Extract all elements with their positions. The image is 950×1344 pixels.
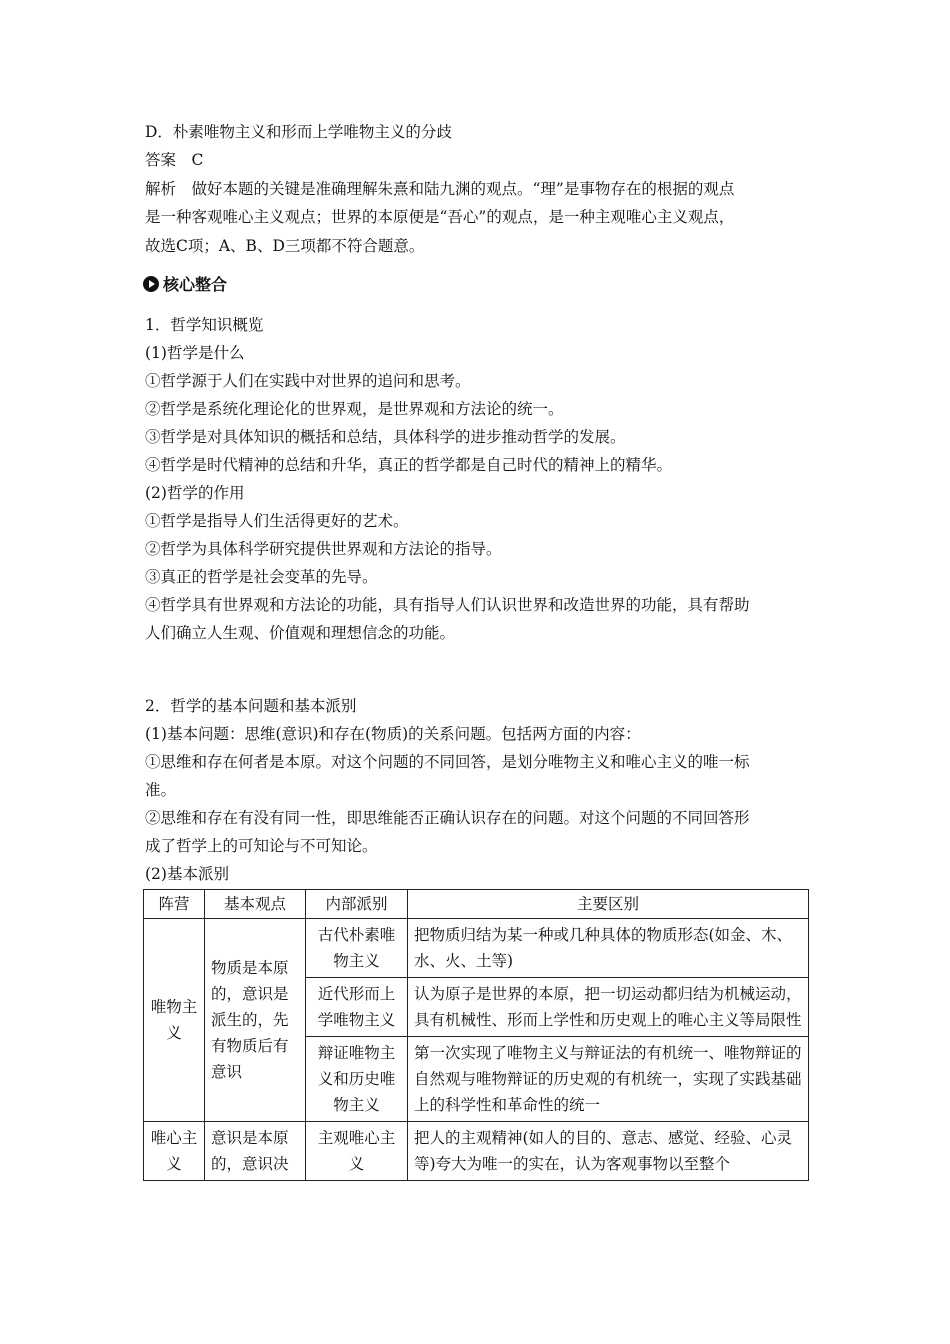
list-item: ①哲学源于人们在实践中对世界的追问和思考。: [145, 372, 471, 390]
school-cell: 主观唯心主义: [306, 1122, 408, 1181]
difference-cell: 把人的主观精神(如人的目的、意志、感觉、经验、心灵等)夸大为唯一的实在，认为客观事物以至整个: [408, 1122, 809, 1181]
list-item: ④哲学具有世界观和方法论的功能，具有指导人们认识世界和改造世界的功能，具有帮助: [145, 596, 750, 614]
option-d: D．朴素唯物主义和形而上学唯物主义的分歧: [145, 123, 452, 141]
analysis-line: 解析 做好本题的关键是准确理解朱熹和陆九渊的观点。“理”是事物存在的根据的观点: [145, 180, 735, 198]
table-header: 阵营: [144, 890, 205, 919]
analysis-line: 是一种客观唯心主义观点；世界的本原便是“吾心”的观点，是一种主观唯心主义观点，: [145, 208, 735, 226]
part1-title: 1．哲学知识概览: [145, 316, 264, 334]
table-header-row: [144, 890, 809, 919]
answer: 答案 C: [145, 151, 204, 169]
part1-sub1: (1)哲学是什么: [145, 344, 245, 362]
list-item: ②哲学为具体科学研究提供世界观和方法论的指导。: [145, 540, 502, 558]
table-row: [144, 919, 809, 978]
school-cell: 近代形而上学唯物主义: [306, 978, 408, 1037]
list-item: ③真正的哲学是社会变革的先导。: [145, 568, 378, 586]
camp-cell: 唯物主义: [144, 919, 205, 1122]
list-item: ③哲学是对具体知识的概括和总结，具体科学的进步推动哲学的发展。: [145, 428, 626, 446]
list-item: ①思维和存在何者是本原。对这个问题的不同回答，是划分唯物主义和唯心主义的唯一标: [145, 753, 750, 771]
school-cell: 辩证唯物主义和历史唯物主义: [306, 1037, 408, 1122]
list-item: ②思维和存在有没有同一性，即思维能否正确认识存在的问题。对这个问题的不同回答形: [145, 809, 750, 827]
section-heading: 核心整合: [143, 274, 227, 296]
philosophy-schools-table: [143, 889, 809, 1181]
table-row: [144, 1122, 809, 1181]
part1-sub2: (2)哲学的作用: [145, 484, 245, 502]
school-cell: 古代朴素唯物主义: [306, 919, 408, 978]
view-cell: 物质是本原的，意识是派生的，先有物质后有意识: [205, 919, 306, 1122]
difference-cell: 把物质归结为某一种或几种具体的物质形态(如金、木、水、火、土等): [408, 919, 809, 978]
camp-cell: 唯心主义: [144, 1122, 205, 1181]
list-item: 成了哲学上的可知论与不可知论。: [145, 837, 378, 855]
list-item: 人们确立人生观、价值观和理想信念的功能。: [145, 624, 456, 642]
view-cell: 意识是本原的，意识决: [205, 1122, 306, 1181]
list-item: ①哲学是指导人们生活得更好的艺术。: [145, 512, 409, 530]
difference-cell: 第一次实现了唯物主义与辩证法的有机统一、唯物辩证的自然观与唯物辩证的历史观的有机统一，实现了实践基础上的科学性和革命性的统一: [408, 1037, 809, 1122]
list-item: 准。: [145, 781, 177, 799]
part2-sub2: (2)基本派别: [145, 865, 229, 883]
table-header: 主要区别: [408, 890, 809, 919]
table-header: 基本观点: [205, 890, 306, 919]
list-item: ②哲学是系统化理论化的世界观，是世界观和方法论的统一。: [145, 400, 564, 418]
analysis-line: 故选C项；A、B、D三项都不符合题意。: [145, 237, 425, 255]
play-circle-icon: [143, 276, 159, 292]
part2-title: 2．哲学的基本问题和基本派别: [145, 697, 357, 715]
table-header: 内部派别: [306, 890, 408, 919]
difference-cell: 认为原子是世界的本原，把一切运动都归结为机械运动，具有机械性、形而上学性和历史观上的唯心主义等局限性: [408, 978, 809, 1037]
part2-sub1: (1)基本问题：思维(意识)和存在(物质)的关系问题。包括两方面的内容：: [145, 725, 641, 743]
list-item: ④哲学是时代精神的总结和升华，真正的哲学都是自己时代的精神上的精华。: [145, 456, 673, 474]
